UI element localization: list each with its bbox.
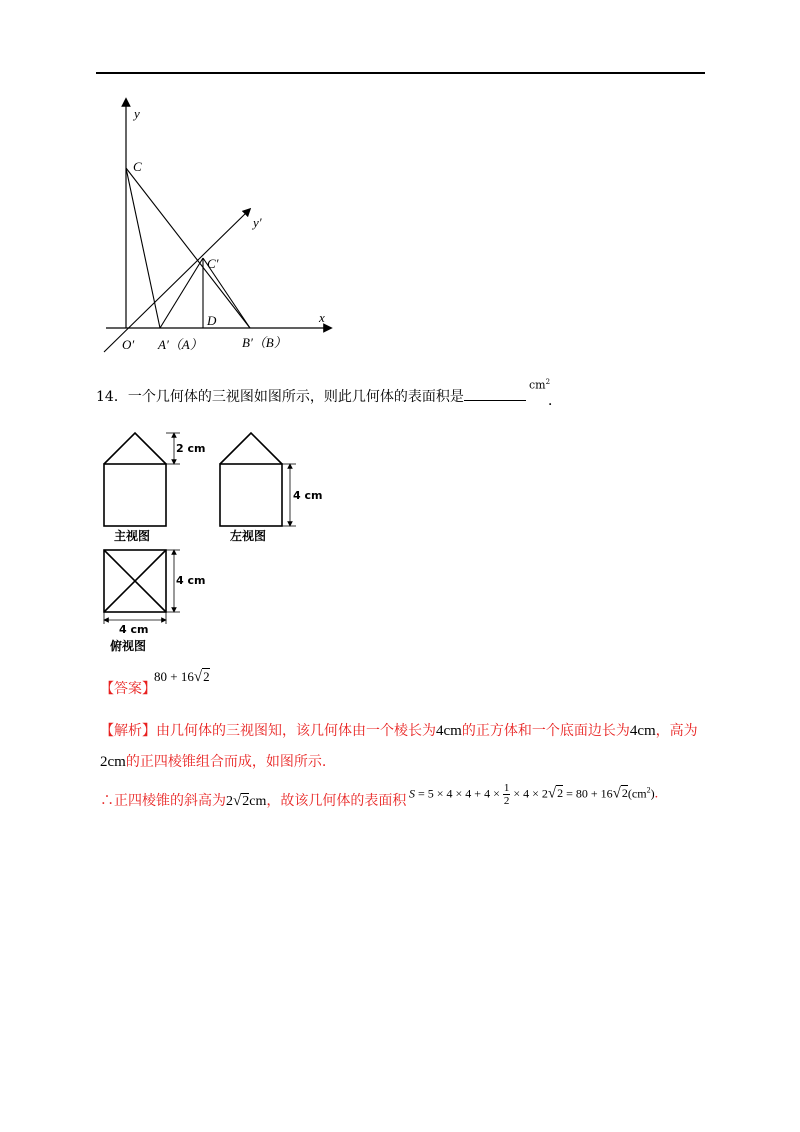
analysis-line-1: 【解析】由几何体的三视图知，该几何体由一个棱长为4cm的正方体和一个底面边长为4cm，高为	[100, 723, 698, 739]
dim-4cm-top-bottom: 4 cm	[119, 623, 149, 636]
question-text: 一个几何体的三视图如图所示，则此几何体的表面积是	[127, 389, 464, 405]
label-D: D	[207, 313, 217, 328]
label-C-prime: C′	[207, 256, 219, 271]
dim-2cm: 2 cm	[176, 442, 206, 455]
left-view-label: 左视图	[230, 529, 267, 543]
answer-tag: 【答案】	[100, 681, 156, 697]
label-O-prime: O′	[122, 337, 135, 352]
header-rule	[96, 72, 705, 74]
front-view	[104, 433, 166, 526]
analysis-line-2: 2cm的正四棱锥组合而成，如图所示.	[100, 754, 327, 770]
label-B-prime-B: B′（B）	[242, 335, 287, 350]
answer-blank	[464, 386, 526, 401]
analysis-line-3: ∴正四棱锥的斜高为2√2cm，故该几何体的表面积	[100, 793, 407, 809]
three-views-figure	[96, 424, 336, 656]
dim-4cm-top-right: 4 cm	[176, 574, 206, 587]
surface-area-formula: S = 5 × 4 × 4 + 4 × $\frac{1}{2}$ × $4 \times 2√2 = 80 + 16√2(cm^2)$.	[409, 782, 659, 807]
label-y-prime: y′	[253, 215, 262, 230]
top-view	[104, 550, 166, 612]
answer-value: 80 + 16√2	[154, 669, 210, 685]
question-14	[96, 386, 526, 407]
oblique-projection-figure	[96, 96, 346, 366]
label-x: x	[319, 310, 325, 325]
label-A-prime-A: A′（A）	[158, 337, 203, 352]
answer-line	[100, 678, 156, 698]
top-view-label: 俯视图	[110, 639, 147, 653]
front-view-label: 主视图	[114, 529, 151, 543]
dim-4cm-left: 4 cm	[293, 489, 323, 502]
question-period: ．	[548, 393, 562, 409]
question-number: 14．	[96, 389, 128, 405]
analysis-tag: 【解析】	[100, 723, 156, 739]
label-y: y	[134, 106, 140, 121]
question-unit: $cm^2$	[529, 378, 551, 392]
left-view	[220, 433, 282, 526]
label-C: C	[133, 159, 142, 174]
